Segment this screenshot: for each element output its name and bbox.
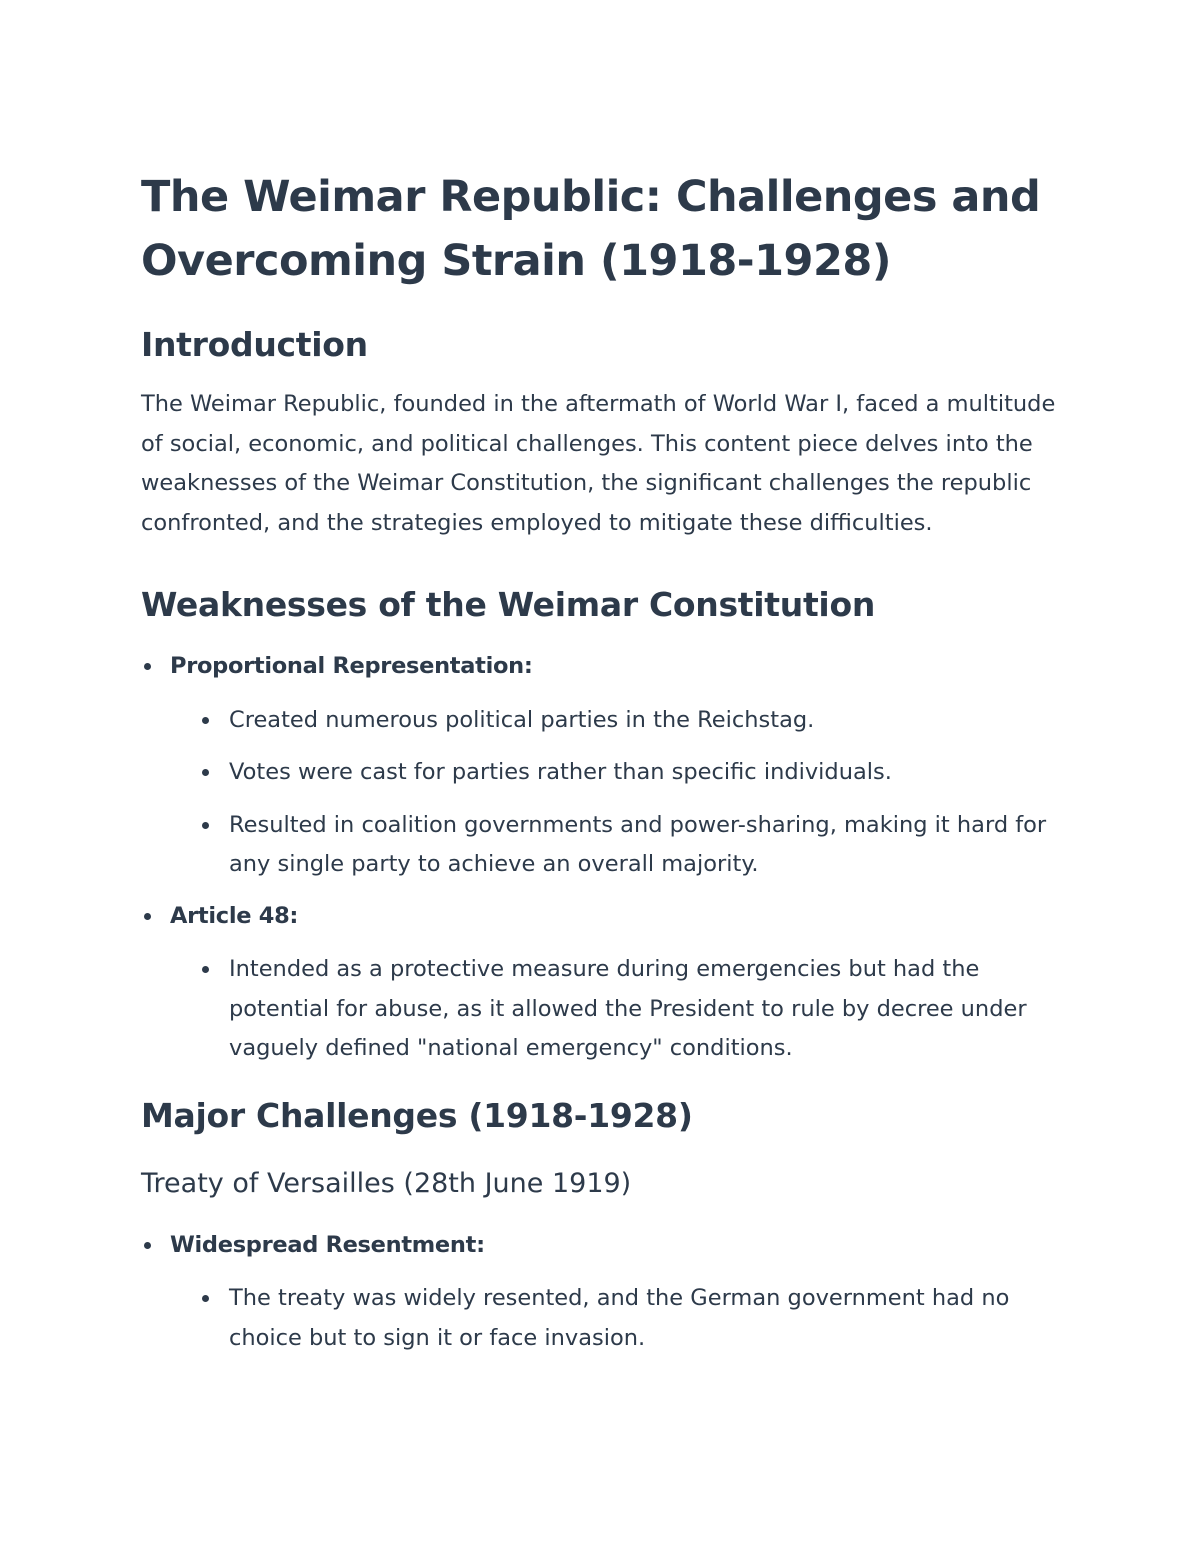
widespread-resentment-points [199, 1279, 1061, 1358]
list-item: The treaty was widely resented, and the German government had no choice but to sign it or face invasion. [199, 1279, 1061, 1358]
article-48-label: Article 48: [170, 902, 299, 929]
weaknesses-heading: Weaknesses of the Weimar Constitution [141, 585, 876, 624]
introduction-paragraph: The Weimar Republic, founded in the aftermath of World War I, faced a multitude of social, economic, and political challenges. This content piece delves into the weaknesses of the Weimar Constitution, the significant challenges the republic confronted, and the strategies employed to mitigate these difficulties. [141, 391, 1056, 536]
list-item: Intended as a protective measure during emergencies but had the potential for abuse, as it allowed the President to rule by decree under vaguely defined "national emergency" conditions. [199, 950, 1061, 1069]
widespread-resentment-label: Widespread Resentment: [170, 1231, 485, 1258]
treaty-heading: Treaty of Versailles (28th June 1919) [141, 1167, 632, 1199]
document-page [141, 165, 1061, 1358]
challenges-heading: Major Challenges (1918-1928) [141, 1095, 693, 1135]
list-item: Created numerous political parties in the Reichstag. [199, 701, 1061, 741]
list-item: Resulted in coalition governments and power-sharing, making it hard for any single party to achieve an overall majority. [199, 806, 1061, 885]
treaty-list [141, 1226, 1061, 1359]
list-item: Votes were cast for parties rather than specific individuals. [199, 753, 1061, 793]
weaknesses-list [141, 647, 1061, 1069]
introduction-heading: Introduction [141, 325, 368, 364]
list-item [141, 647, 1061, 885]
list-item [141, 1226, 1061, 1359]
article-48-points [199, 950, 1061, 1069]
document-title: The Weimar Republic: Challenges and Overcoming Strain (1918-1928) [141, 172, 1041, 286]
proportional-representation-label: Proportional Representation: [170, 653, 533, 679]
proportional-representation-points [199, 701, 1061, 885]
list-item [141, 897, 1061, 1069]
